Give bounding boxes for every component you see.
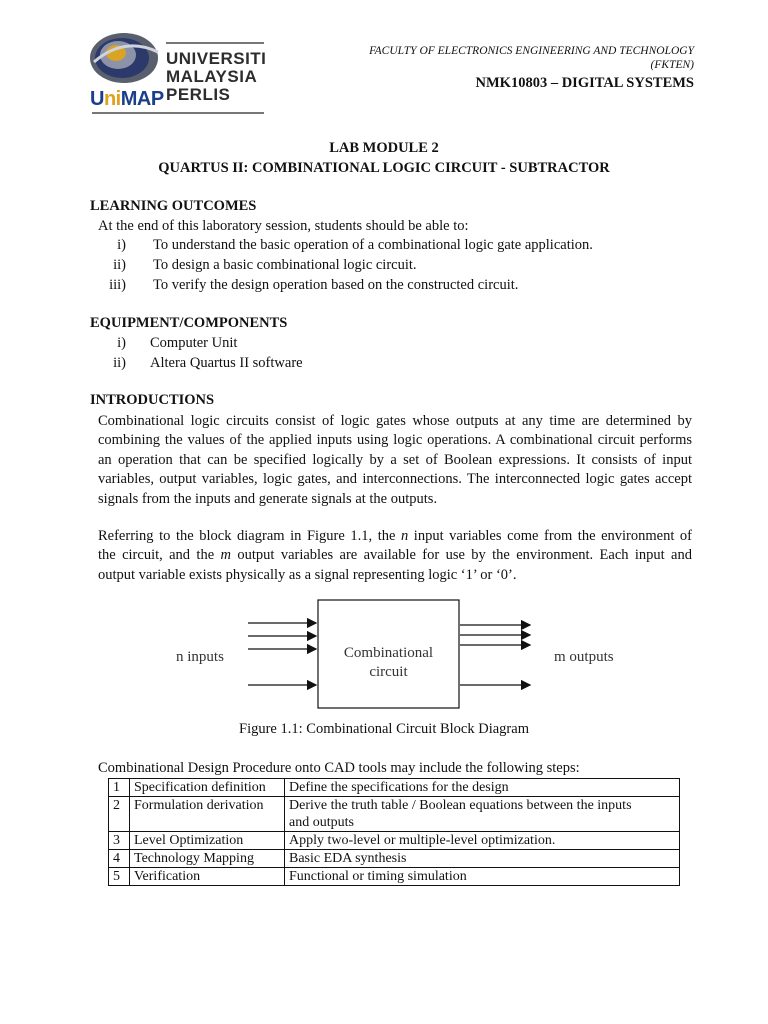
intro-paragraph-1: Combinational logic circuits consist of logic gates whose outputs at any time are determined by combining the values of the applied inputs using logic operations. A combinational circuit performs an operation that can be specified logically by a set of Boolean expressions. It consists of input variables, output variables, logic gates, and interconnections. The interconnected logic gates accept signals from the inputs and generate signals at the outputs. [98,413,692,507]
learning-outcomes-list [96,237,696,297]
list-item: Computer Unit [150,335,238,351]
table-cell: Verification [130,868,285,886]
equipment-heading: EQUIPMENT/COMPONENTS [90,315,288,331]
table-cell: Define the specifications for the design [285,779,680,797]
table-row [109,832,680,850]
table-row [109,797,680,832]
logo-word-universiti: UNIVERSITI [166,49,267,68]
design-steps-table [108,778,680,886]
logo-unimap: UniMAP [90,88,164,110]
list-item-number: ii) [113,257,126,273]
table-cell: 5 [109,868,130,886]
table-cell: 4 [109,850,130,868]
lab-subtitle: QUARTUS II: COMBINATIONAL LOGIC CIRCUIT - SUBTRACTOR [158,160,610,176]
list-item-number: iii) [109,277,126,293]
table-cell: 1 [109,779,130,797]
table-cell: Level Optimization [130,832,285,850]
university-logo [88,28,268,114]
introductions-heading: INTRODUCTIONS [90,392,215,408]
logo-word-malaysia: MALAYSIA [166,67,258,86]
list-item: To verify the design operation based on the constructed circuit. [153,277,519,293]
logo-word-perlis: PERLIS [166,85,231,104]
intro-paragraph-2: Referring to the block diagram in Figure 1.1, the n input variables come from the environment of the circuit, and the m output variables are available for use by the environment. Each input and output variable exists physically as a signal representing logic ‘1’ or ‘0’. [98,528,693,583]
table-cell: Functional or timing simulation [285,868,680,886]
list-item: Altera Quartus II software [150,355,303,371]
table-cell: Apply two-level or multiple-level optimization. [285,832,680,850]
lab-title: LAB MODULE 2 [329,140,439,156]
outputs-label: m outputs [554,649,614,665]
table-row [109,868,680,886]
logo-rule [166,42,264,44]
list-item: To design a basic combinational logic circuit. [153,257,417,273]
learning-outcomes-heading: LEARNING OUTCOMES [90,198,257,214]
globe-emblem-icon [88,28,164,88]
table-cell: Basic EDA synthesis [285,850,680,868]
table-cell: Technology Mapping [130,850,285,868]
faculty-name: FACULTY OF ELECTRONICS ENGINEERING AND TECHNOLOGY (FKTEN) [369,45,694,71]
list-item-number: i) [117,237,126,253]
table-row [109,850,680,868]
table-cell: Derive the truth table / Boolean equations between the inputs and outputs [285,797,680,832]
equipment-list [96,335,696,375]
table-cell: 2 [109,797,130,832]
steps-intro: Combinational Design Procedure onto CAD tools may include the following steps: [98,760,580,776]
table-cell: 3 [109,832,130,850]
figure-caption: Figure 1.1: Combinational Circuit Block Diagram [239,721,529,737]
list-item: To understand the basic operation of a combinational logic gate application. [153,237,593,253]
course-code: NMK10803 – DIGITAL SYSTEMS [475,75,694,91]
table-cell: Formulation derivation [130,797,285,832]
inputs-label: n inputs [176,649,224,665]
logo-underline [92,112,264,114]
box-label: Combinational circuit [343,645,434,680]
learning-outcomes-intro: At the end of this laboratory session, students should be able to: [98,218,469,234]
table-row [109,779,680,797]
list-item-number: ii) [113,355,126,371]
table-cell: Specification definition [130,779,285,797]
list-item-number: i) [117,335,126,351]
block-diagram [160,596,640,716]
